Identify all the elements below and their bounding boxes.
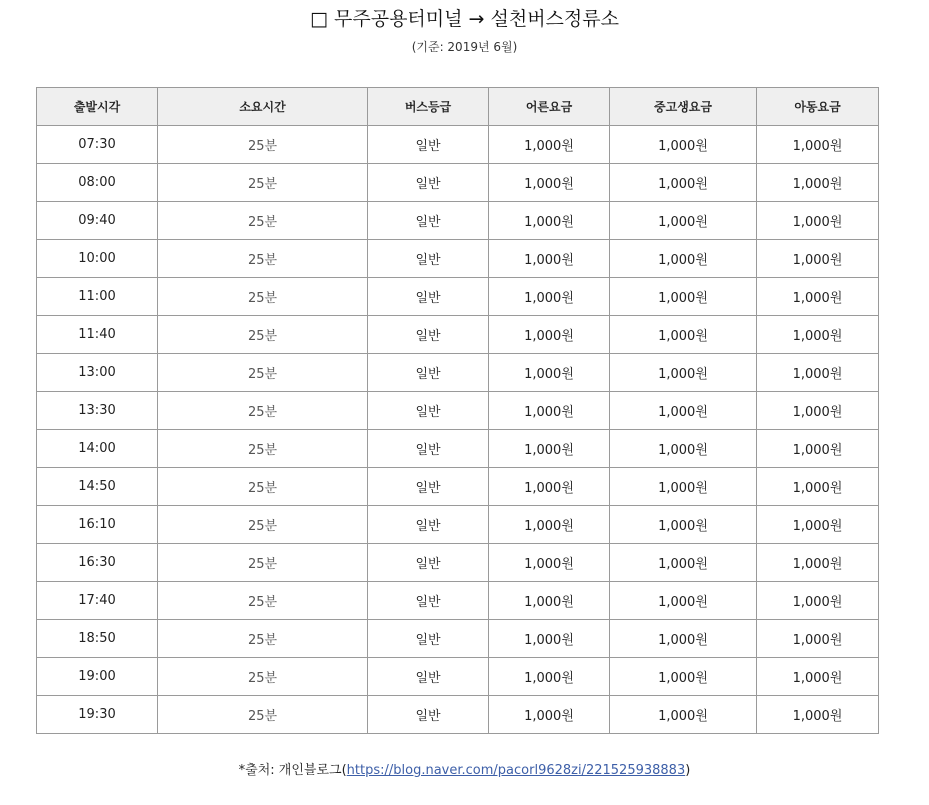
table-row [37,392,879,430]
cell-duration: 25분 [158,202,368,240]
cell-departure-time: 19:00 [37,658,158,696]
cell-bus-class: 일반 [368,468,489,506]
source-note [0,761,929,781]
cell-student-fare: 1,000원 [610,278,757,316]
cell-student-fare: 1,000원 [610,506,757,544]
cell-child-fare: 1,000원 [757,620,879,658]
cell-bus-class: 일반 [368,240,489,278]
cell-duration: 25분 [158,126,368,164]
cell-departure-time: 10:00 [37,240,158,278]
cell-duration: 25분 [158,506,368,544]
cell-departure-time: 13:00 [37,354,158,392]
header-departure-time: 출발시각 [37,88,158,126]
cell-departure-time: 16:30 [37,544,158,582]
cell-student-fare: 1,000원 [610,430,757,468]
cell-bus-class: 일반 [368,620,489,658]
cell-child-fare: 1,000원 [757,430,879,468]
cell-student-fare: 1,000원 [610,202,757,240]
cell-adult-fare: 1,000원 [489,620,610,658]
cell-duration: 25분 [158,658,368,696]
cell-adult-fare: 1,000원 [489,468,610,506]
cell-bus-class: 일반 [368,696,489,734]
cell-adult-fare: 1,000원 [489,544,610,582]
table-row [37,658,879,696]
cell-duration: 25분 [158,354,368,392]
cell-bus-class: 일반 [368,506,489,544]
cell-child-fare: 1,000원 [757,544,879,582]
cell-bus-class: 일반 [368,582,489,620]
cell-child-fare: 1,000원 [757,392,879,430]
cell-duration: 25분 [158,392,368,430]
cell-departure-time: 14:00 [37,430,158,468]
cell-adult-fare: 1,000원 [489,582,610,620]
cell-adult-fare: 1,000원 [489,392,610,430]
table-row [37,126,879,164]
table-row [37,696,879,734]
cell-departure-time: 13:30 [37,392,158,430]
cell-student-fare: 1,000원 [610,620,757,658]
cell-child-fare: 1,000원 [757,582,879,620]
cell-child-fare: 1,000원 [757,316,879,354]
cell-departure-time: 19:30 [37,696,158,734]
cell-student-fare: 1,000원 [610,164,757,202]
table-row [37,620,879,658]
table-row [37,582,879,620]
cell-bus-class: 일반 [368,354,489,392]
header-child-fare: 아동요금 [757,88,879,126]
cell-duration: 25분 [158,164,368,202]
cell-duration: 25분 [158,316,368,354]
header-duration: 소요시간 [158,88,368,126]
table-body [37,126,879,734]
cell-departure-time: 18:50 [37,620,158,658]
cell-departure-time: 11:40 [37,316,158,354]
table-row [37,468,879,506]
cell-departure-time: 07:30 [37,126,158,164]
cell-duration: 25분 [158,696,368,734]
table-row [37,164,879,202]
table-header-row [37,88,879,126]
cell-adult-fare: 1,000원 [489,354,610,392]
cell-adult-fare: 1,000원 [489,316,610,354]
table-row [37,278,879,316]
cell-student-fare: 1,000원 [610,316,757,354]
cell-child-fare: 1,000원 [757,126,879,164]
page-subtitle: (기준: 2019년 6월) [411,40,518,54]
bus-schedule-table [36,87,879,734]
cell-student-fare: 1,000원 [610,468,757,506]
cell-child-fare: 1,000원 [757,278,879,316]
cell-student-fare: 1,000원 [610,658,757,696]
cell-bus-class: 일반 [368,316,489,354]
cell-adult-fare: 1,000원 [489,278,610,316]
cell-student-fare: 1,000원 [610,392,757,430]
header-bus-class: 버스등급 [368,88,489,126]
cell-duration: 25분 [158,544,368,582]
cell-child-fare: 1,000원 [757,468,879,506]
cell-child-fare: 1,000원 [757,696,879,734]
cell-adult-fare: 1,000원 [489,240,610,278]
cell-student-fare: 1,000원 [610,126,757,164]
cell-adult-fare: 1,000원 [489,506,610,544]
table-row [37,430,879,468]
cell-departure-time: 17:40 [37,582,158,620]
cell-student-fare: 1,000원 [610,696,757,734]
cell-duration: 25분 [158,240,368,278]
cell-duration: 25분 [158,620,368,658]
table-row [37,354,879,392]
cell-departure-time: 09:40 [37,202,158,240]
cell-bus-class: 일반 [368,202,489,240]
cell-departure-time: 16:10 [37,506,158,544]
cell-bus-class: 일반 [368,430,489,468]
cell-duration: 25분 [158,582,368,620]
cell-adult-fare: 1,000원 [489,696,610,734]
header-adult-fare: 어른요금 [489,88,610,126]
cell-departure-time: 14:50 [37,468,158,506]
cell-bus-class: 일반 [368,164,489,202]
table-row [37,316,879,354]
cell-adult-fare: 1,000원 [489,658,610,696]
table-row [37,506,879,544]
cell-bus-class: 일반 [368,658,489,696]
cell-bus-class: 일반 [368,278,489,316]
cell-bus-class: 일반 [368,392,489,430]
cell-duration: 25분 [158,468,368,506]
table-row [37,544,879,582]
table-row [37,202,879,240]
page-title: □ 무주공용터미널 → 설천버스정류소 [310,8,619,30]
cell-child-fare: 1,000원 [757,164,879,202]
cell-child-fare: 1,000원 [757,202,879,240]
table-row [37,240,879,278]
source-prefix: *출처: 개인블로그( [238,763,347,778]
cell-adult-fare: 1,000원 [489,430,610,468]
cell-child-fare: 1,000원 [757,240,879,278]
cell-adult-fare: 1,000원 [489,126,610,164]
cell-departure-time: 11:00 [37,278,158,316]
cell-departure-time: 08:00 [37,164,158,202]
header-student-fare: 중고생요금 [610,88,757,126]
cell-student-fare: 1,000원 [610,354,757,392]
source-suffix: ) [685,763,691,778]
source-link[interactable]: https://blog.naver.com/pacorl9628zi/221525938883 [346,763,686,778]
cell-child-fare: 1,000원 [757,354,879,392]
cell-student-fare: 1,000원 [610,582,757,620]
cell-student-fare: 1,000원 [610,240,757,278]
cell-bus-class: 일반 [368,126,489,164]
cell-adult-fare: 1,000원 [489,164,610,202]
cell-duration: 25분 [158,278,368,316]
cell-student-fare: 1,000원 [610,544,757,582]
cell-bus-class: 일반 [368,544,489,582]
cell-child-fare: 1,000원 [757,506,879,544]
cell-child-fare: 1,000원 [757,658,879,696]
cell-duration: 25분 [158,430,368,468]
cell-adult-fare: 1,000원 [489,202,610,240]
